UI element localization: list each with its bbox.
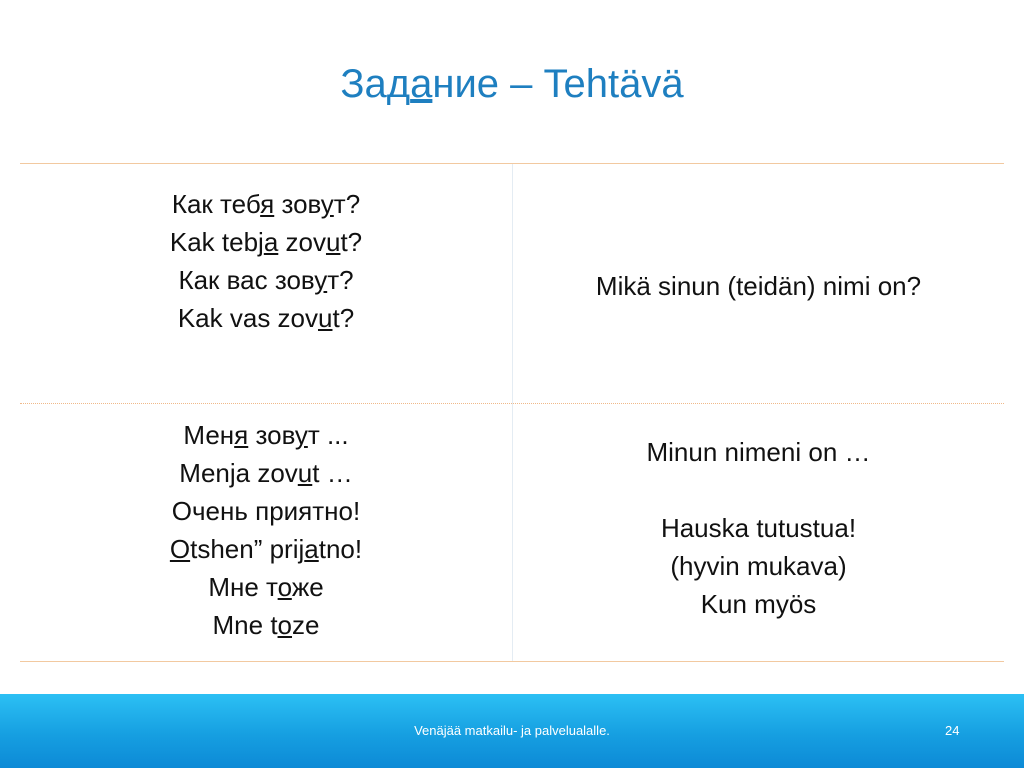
title-part: ние – Tehtävä [432, 62, 684, 106]
phrase-line: Kak tebja zovut? [169, 227, 363, 257]
phrase-line: (hyvin mukava) [670, 551, 847, 581]
phrase-line: Mikä sinun (teidän) nimi on? [595, 271, 922, 301]
phrase-line: Меня зовут ... [183, 420, 349, 450]
table-bottom-border [20, 661, 1004, 662]
slide-title [0, 58, 1024, 110]
phrase-line: Mne toze [212, 610, 320, 640]
phrase-line: Menja zovut … [179, 458, 353, 488]
cell-row1-finnish [513, 267, 1004, 305]
phrase-line: Kak vas zovut? [177, 303, 355, 333]
cell-row1-russian [20, 185, 512, 337]
spacer [513, 471, 1004, 509]
phrase-line: Как вас зовут? [178, 265, 354, 295]
phrase-line: Otshen” prijatno! [169, 534, 363, 564]
title-stress-letter: а [410, 62, 433, 106]
cell-row2-finnish [513, 433, 1004, 623]
phrase-line: Как тебя зовут? [171, 189, 361, 219]
phrase-line: Minun nimeni on … [646, 437, 871, 467]
phrase-line: Мне тоже [208, 572, 324, 602]
phrase-line: Kun myös [700, 589, 817, 619]
page-number: 24 [945, 723, 960, 738]
phrase-line: Очень приятно! [171, 496, 361, 526]
footer-text: Venäjää matkailu- ja palvelualalle. [414, 723, 610, 738]
cell-row2-russian [20, 416, 512, 644]
title-part: Зад [340, 62, 411, 106]
footer-bar [0, 694, 1024, 768]
phrase-line: Hauska tutustua! [660, 513, 857, 543]
